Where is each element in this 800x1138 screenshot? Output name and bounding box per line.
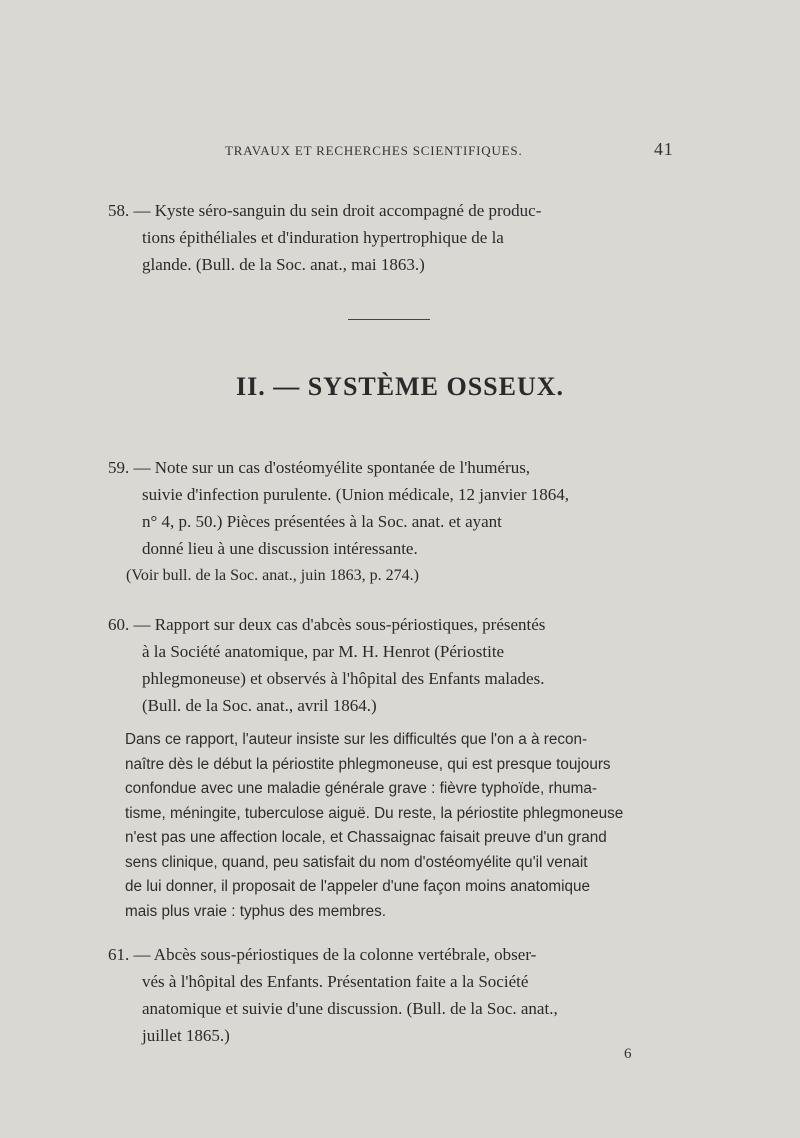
entry-line: suivie d'infection purulente. (Union médicale, 12 janvier 1864, bbox=[142, 485, 570, 504]
paragraph-line: tisme, méningite, tuberculose aiguë. Du reste, la périostite phlegmoneuse bbox=[125, 804, 624, 822]
section-divider bbox=[348, 319, 430, 320]
entry-line: glande. (Bull. de la Soc. anat., mai 1863.) bbox=[142, 255, 425, 274]
paragraph-line: Dans ce rapport, l'auteur insiste sur les difficultés que l'on a à recon- bbox=[125, 731, 588, 748]
paragraph-line: mais plus vraie : typhus des membres. bbox=[125, 902, 386, 920]
entry-line: à la Société anatomique, par M. H. Henrot (Périostite bbox=[142, 642, 505, 661]
paragraph-line: naître dès le début la périostite phlegmoneuse, qui est presque toujours bbox=[125, 755, 611, 773]
running-head-title: TRAVAUX ET RECHERCHES SCIENTIFIQUES. bbox=[225, 143, 523, 158]
entry-line: (Voir bull. de la Soc. anat., juin 1863, p. 274.) bbox=[126, 567, 419, 584]
entry-58 bbox=[108, 197, 678, 278]
entry-line: 59. — Note sur un cas d'ostéomyélite spontanée de l'humérus, bbox=[108, 458, 531, 477]
entry-line: juillet 1865.) bbox=[142, 1026, 230, 1045]
entry-line: anatomique et suivie d'une discussion. (Bull. de la Soc. anat., bbox=[142, 999, 558, 1018]
page-number: 41 bbox=[654, 139, 674, 159]
paragraph-line: de lui donner, il proposait de l'appeler d'une façon moins anatomique bbox=[125, 878, 591, 895]
entry-line: (Bull. de la Soc. anat., avril 1864.) bbox=[142, 696, 377, 715]
entry-line: tions épithéliales et d'induration hypertrophique de la bbox=[142, 228, 504, 247]
entry-line: 61. — Abcès sous-périostiques de la colonne vertébrale, obser- bbox=[108, 945, 537, 964]
entry-line: donné lieu à une discussion intéressante. bbox=[142, 539, 418, 558]
entry-59 bbox=[108, 454, 678, 589]
entry-line: phlegmoneuse) et observés à l'hôpital des Enfants malades. bbox=[142, 669, 545, 688]
signature-mark: 6 bbox=[624, 1046, 632, 1062]
paragraph-line: sens clinique, quand, peu satisfait du nom d'ostéomyélite qu'il venait bbox=[125, 853, 588, 871]
report-paragraph bbox=[125, 728, 685, 924]
entry-61 bbox=[108, 941, 678, 1049]
entry-line: 60. — Rapport sur deux cas d'abcès sous-périostiques, présentés bbox=[108, 615, 546, 634]
entry-line: n° 4, p. 50.) Pièces présentées à la Soc. anat. et ayant bbox=[142, 512, 502, 531]
entry-line: vés à l'hôpital des Enfants. Présentation faite a la Société bbox=[142, 972, 529, 991]
section-title: II. — SYSTÈME OSSEUX. bbox=[235, 372, 565, 401]
paragraph-line: confondue avec une maladie générale grave : fièvre typhoïde, rhuma- bbox=[125, 780, 597, 797]
paragraph-line: n'est pas une affection locale, et Chassaignac faisait preuve d'un grand bbox=[125, 829, 607, 846]
entry-60 bbox=[108, 611, 678, 719]
entry-line: 58. — Kyste séro-sanguin du sein droit accompagné de produc- bbox=[108, 201, 542, 220]
